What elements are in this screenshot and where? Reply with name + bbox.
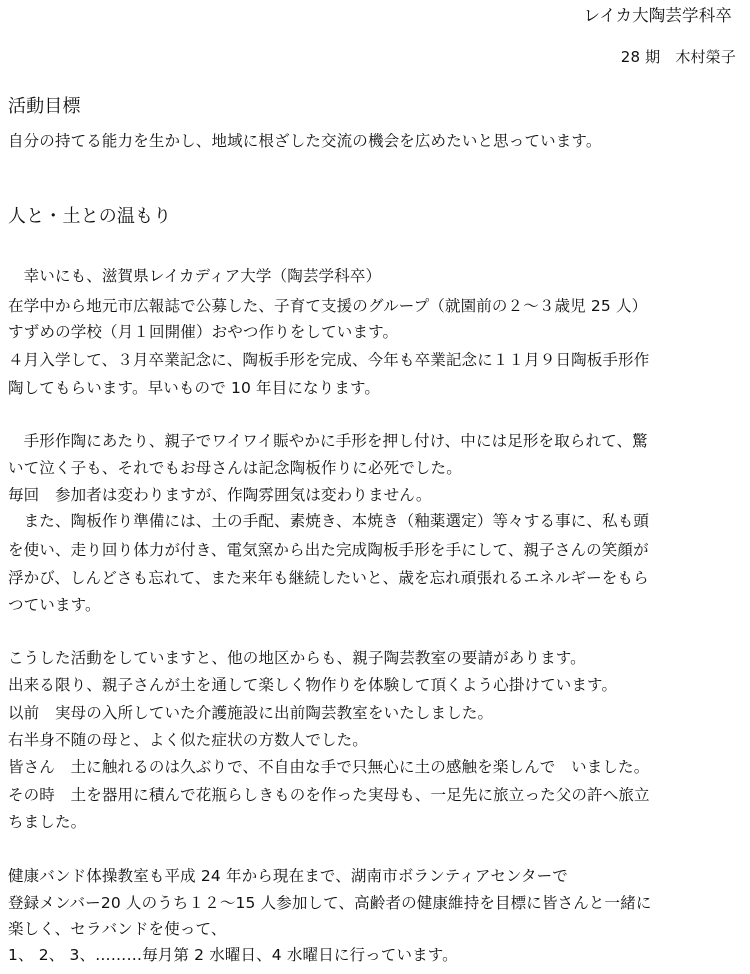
- body-line: つています。: [8, 596, 101, 614]
- body-line: 登録メンバー20 人のうち１２～15 人参加して、高齢者の健康維持を目標に皆さんと一緒に: [8, 894, 652, 912]
- header-school: レイカ大陶芸学科卒: [583, 6, 732, 25]
- body-line: 陶してもらいます。早いもので 10 年目になります。: [8, 379, 380, 397]
- goal-text: 自分の持てる能力を生かし、地域に根ざした交流の機会を広めたいと思っています。: [8, 132, 602, 150]
- body-line: 手形作陶にあたり、親子でワイワイ賑やかに手形を押し付け、中には足形を取られて、驚: [8, 432, 648, 450]
- body-line: ちました。: [8, 813, 87, 831]
- body-line: すずめの学校（月１回開催）おやつ作りをしています。: [8, 323, 399, 341]
- body-line: 1、 2、 3、………毎月第 2 水曜日、4 水曜日に行っています。: [8, 946, 458, 964]
- body-line: いて泣く子も、それでもお母さんは記念陶板作りに必死でした。: [8, 459, 462, 477]
- body-line: 右半身不随の母と、よく似た症状の方数人でした。: [8, 731, 368, 749]
- body-line: また、陶板作り準備には、土の手配、素焼き、本焼き（釉薬選定）等々する事に、私も頭: [8, 512, 650, 530]
- main-heading: 人と・土との温もり: [8, 206, 172, 227]
- header-author: 28 期 木村榮子: [620, 48, 736, 66]
- body-line: ４月入学して、３月卒業記念に、陶板手形を完成、今年も卒業記念に１１月９日陶板手形作: [8, 351, 650, 369]
- body-line: を使い、走り回り体力が付き、電気窯から出た完成陶板手形を手にして、親子さんの笑顔が: [8, 541, 649, 559]
- body-line: 在学中から地元市広報誌で公募した、子育て支援のグループ（就園前の２～３歳児 25 人）: [8, 297, 648, 315]
- body-line: 幸いにも、滋賀県レイカディア大学（陶芸学科卒）: [8, 267, 382, 285]
- body-line: その時 土を器用に積んで花瓶らしきものを作った実母も、一足先に旅立った父の許へ旅立: [8, 786, 650, 804]
- body-line: 毎回 参加者は変わりますが、作陶雰囲気は変わりません。: [8, 486, 432, 504]
- body-line: 出来る限り、親子さんが土を通して楽しく物作りを体験して頂くよう心掛けています。: [8, 676, 618, 694]
- body-line: こうした活動をしていますと、他の地区からも、親子陶芸教室の要請があります。: [8, 649, 586, 667]
- body-line: 楽しく、セラバンドを使って、: [8, 920, 227, 938]
- goal-heading: 活動目標: [8, 96, 81, 117]
- body-line: 健康バンド体操教室も平成 24 年から現在まで、湖南市ボランティアセンターで: [8, 867, 568, 885]
- body-line: 浮かび、しんどさも忘れて、また来年も継続したいと、歳を忘れ頑張れるエネルギーをもら: [8, 569, 649, 587]
- body-line: 以前 実母の入所していた介護施設に出前陶芸教室をいたしました。: [8, 704, 494, 722]
- body-line: 皆さん 土に触れるのは久ぶりで、不自由な手で只無心に土の感触を楽しんで いました。: [8, 758, 650, 776]
